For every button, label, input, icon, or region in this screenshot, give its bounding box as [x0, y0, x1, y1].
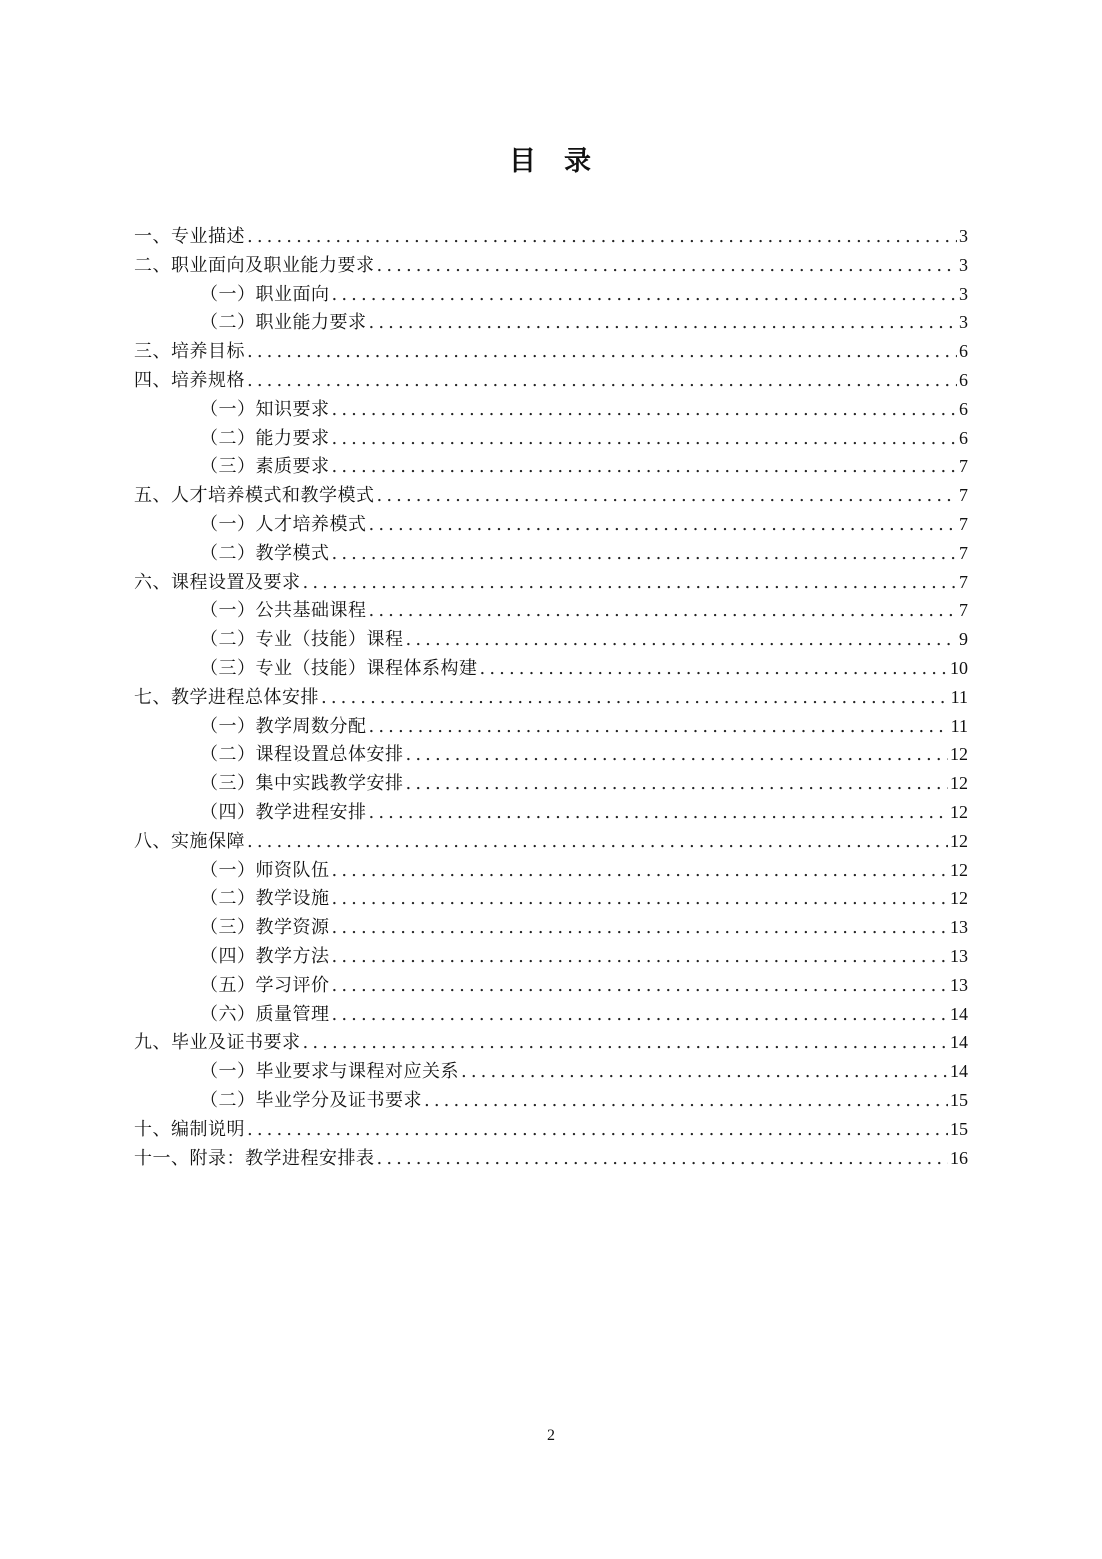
toc-entry-page: 14 [950, 1032, 968, 1053]
toc-subsection-entry[interactable] [134, 856, 968, 885]
toc-dot-leader [369, 511, 958, 540]
page-title [0, 140, 1102, 184]
toc-entry-title: （四）教学方法 [200, 945, 330, 967]
toc-subsection-entry[interactable] [134, 308, 968, 337]
toc-entry-title: 四、培养规格 [134, 369, 245, 391]
toc-entry-title: （一）毕业要求与课程对应关系 [200, 1061, 459, 1083]
toc-dot-leader [247, 1116, 948, 1145]
toc-dot-leader [332, 857, 949, 886]
toc-entry-page: 3 [959, 312, 968, 333]
toc-dot-leader [406, 770, 949, 799]
toc-entry-title: （一）人才培养模式 [200, 513, 367, 535]
toc-dot-leader [332, 914, 949, 943]
toc-subsection-entry[interactable] [134, 1086, 968, 1115]
toc-entry-page: 9 [959, 629, 968, 650]
toc-entry-page: 6 [959, 341, 968, 362]
toc-dot-leader [377, 482, 958, 511]
toc-entry-title: （一）公共基础课程 [200, 600, 367, 622]
toc-dot-leader [369, 713, 949, 742]
toc-subsection-entry[interactable] [134, 654, 968, 683]
toc-entry-page: 11 [950, 686, 968, 707]
toc-entry-page: 3 [959, 226, 968, 246]
toc-entry-title: 十一、附录：教学进程安排表 [134, 1147, 375, 1169]
toc-entry-title: （二）能力要求 [200, 427, 330, 449]
toc-subsection-entry[interactable] [134, 395, 968, 424]
toc-dot-leader [247, 828, 948, 857]
toc-entry-title: 十、编制说明 [134, 1118, 245, 1140]
toc-dot-leader [332, 885, 949, 914]
toc-dot-leader [247, 367, 957, 396]
toc-entry-page: 13 [950, 974, 968, 995]
toc-entry-page: 12 [950, 830, 968, 851]
toc-entry-page: 6 [959, 369, 968, 390]
toc-entry-page: 12 [950, 888, 968, 909]
toc-entry-title: （三）集中实践教学安排 [200, 773, 404, 795]
toc-entry-title: 二、职业面向及职业能力要求 [134, 254, 375, 276]
toc-entry-title: 三、培养目标 [134, 341, 245, 363]
toc-entry-title: （五）学习评价 [200, 974, 330, 996]
toc-section-entry[interactable] [134, 1028, 968, 1057]
toc-subsection-entry[interactable] [134, 884, 968, 913]
toc-entry-title: 九、毕业及证书要求 [134, 1032, 301, 1054]
toc-entry-title: （二）职业能力要求 [200, 312, 367, 334]
toc-entry-title: 五、人才培养模式和教学模式 [134, 485, 375, 507]
toc-subsection-entry[interactable] [134, 452, 968, 481]
toc-subsection-entry[interactable] [134, 971, 968, 1000]
toc-subsection-entry[interactable] [134, 798, 968, 827]
toc-section-entry[interactable] [134, 481, 968, 510]
toc-entry-page: 12 [950, 744, 968, 765]
toc-entry-title: （二）课程设置总体安排 [200, 744, 404, 766]
toc-dot-leader [332, 453, 958, 482]
toc-entry-title: （一）知识要求 [200, 398, 330, 420]
toc-entry-title: （三）专业（技能）课程体系构建 [200, 657, 478, 679]
toc-entry-page: 7 [959, 600, 968, 621]
toc-entry-page: 13 [950, 917, 968, 938]
toc-entry-page: 11 [950, 715, 968, 736]
toc-dot-leader [332, 943, 949, 972]
toc-section-entry[interactable] [134, 337, 968, 366]
toc-entry-page: 16 [950, 1147, 968, 1168]
toc-dot-leader [461, 1058, 948, 1087]
toc-entry-title: （一）职业面向 [200, 283, 330, 305]
toc-subsection-entry[interactable] [134, 424, 968, 453]
toc-entry-page: 13 [950, 945, 968, 966]
toc-dot-leader [332, 972, 949, 1001]
toc-entry-page: 7 [959, 513, 968, 534]
toc-section-entry[interactable] [134, 827, 968, 856]
toc-section-entry[interactable] [134, 568, 968, 597]
toc-entry-page: 6 [959, 398, 968, 419]
toc-section-entry[interactable] [134, 1115, 968, 1144]
toc-subsection-entry[interactable] [134, 942, 968, 971]
title-char-2: 录 [564, 146, 593, 177]
toc-dot-leader [332, 281, 958, 310]
toc-dot-leader [369, 799, 949, 828]
toc-entry-page: 14 [950, 1061, 968, 1082]
toc-subsection-entry[interactable] [134, 913, 968, 942]
toc-entry-page: 7 [959, 571, 968, 592]
toc-entry-page: 10 [950, 657, 968, 678]
toc-entry-title: 一、专业描述 [134, 226, 245, 247]
toc-entry-page: 7 [959, 485, 968, 506]
toc-dot-leader [332, 425, 958, 454]
toc-entry-title: （一）教学周数分配 [200, 715, 367, 737]
toc-entry-title: （三）素质要求 [200, 456, 330, 478]
toc-subsection-entry[interactable] [134, 625, 968, 654]
toc-section-entry[interactable] [134, 222, 968, 251]
toc-dot-leader [332, 396, 958, 425]
toc-entry-page: 7 [959, 456, 968, 477]
toc-dot-leader [369, 597, 958, 626]
toc-dot-leader [332, 540, 958, 569]
toc-dot-leader [303, 1029, 949, 1058]
title-char-1: 目 [509, 146, 538, 177]
toc-subsection-entry[interactable] [134, 510, 968, 539]
toc-entry-page: 12 [950, 801, 968, 822]
toc-dot-leader [303, 569, 958, 598]
toc-entry-page: 3 [959, 254, 968, 275]
toc-entry-title: 六、课程设置及要求 [134, 571, 301, 593]
toc-section-entry[interactable] [134, 683, 968, 712]
toc-dot-leader [406, 626, 958, 655]
toc-dot-leader [480, 655, 949, 684]
toc-section-entry[interactable] [134, 1144, 968, 1173]
toc-entry-title: （三）教学资源 [200, 917, 330, 939]
toc-dot-leader [406, 741, 949, 770]
toc-subsection-entry[interactable] [134, 712, 968, 741]
toc-subsection-entry[interactable] [134, 1000, 968, 1029]
toc-entry-page: 6 [959, 427, 968, 448]
toc-entry-page: 12 [950, 773, 968, 794]
toc-entry-page: 3 [959, 283, 968, 304]
toc-dot-leader [377, 252, 958, 281]
toc-entry-title: （一）师资队伍 [200, 859, 330, 881]
toc-entry-title: 七、教学进程总体安排 [134, 686, 319, 708]
toc-dot-leader [424, 1087, 948, 1116]
toc-entry-title: （六）质量管理 [200, 1003, 330, 1025]
toc-subsection-entry[interactable] [134, 539, 968, 568]
toc-dot-leader [377, 1145, 949, 1174]
toc-entry-title: （二）教学设施 [200, 888, 330, 910]
toc-subsection-entry[interactable] [134, 769, 968, 798]
toc-section-entry[interactable] [134, 251, 968, 280]
toc-dot-leader [247, 223, 957, 252]
toc-entry-page: 15 [950, 1118, 968, 1139]
toc-subsection-entry[interactable] [134, 280, 968, 309]
page-number: 2 [547, 1427, 555, 1444]
toc-subsection-entry[interactable] [134, 596, 968, 625]
toc-entry-title: （二）毕业学分及证书要求 [200, 1089, 422, 1111]
toc-entry-page: 12 [950, 859, 968, 880]
toc-entry-title: （二）专业（技能）课程 [200, 629, 404, 651]
toc-dot-leader [332, 1001, 949, 1030]
toc-subsection-entry[interactable] [134, 740, 968, 769]
toc-dot-leader [321, 684, 949, 713]
table-of-contents [134, 222, 968, 1172]
toc-subsection-entry[interactable] [134, 1057, 968, 1086]
toc-entry-page: 14 [950, 1003, 968, 1024]
toc-section-entry[interactable] [134, 366, 968, 395]
toc-entry-page: 7 [959, 542, 968, 563]
toc-entry-title: （二）教学模式 [200, 542, 330, 564]
toc-entry-title: （四）教学进程安排 [200, 801, 367, 823]
toc-entry-title: 八、实施保障 [134, 830, 245, 852]
toc-dot-leader [369, 309, 958, 338]
toc-entry-page: 15 [950, 1089, 968, 1110]
toc-dot-leader [247, 338, 957, 367]
